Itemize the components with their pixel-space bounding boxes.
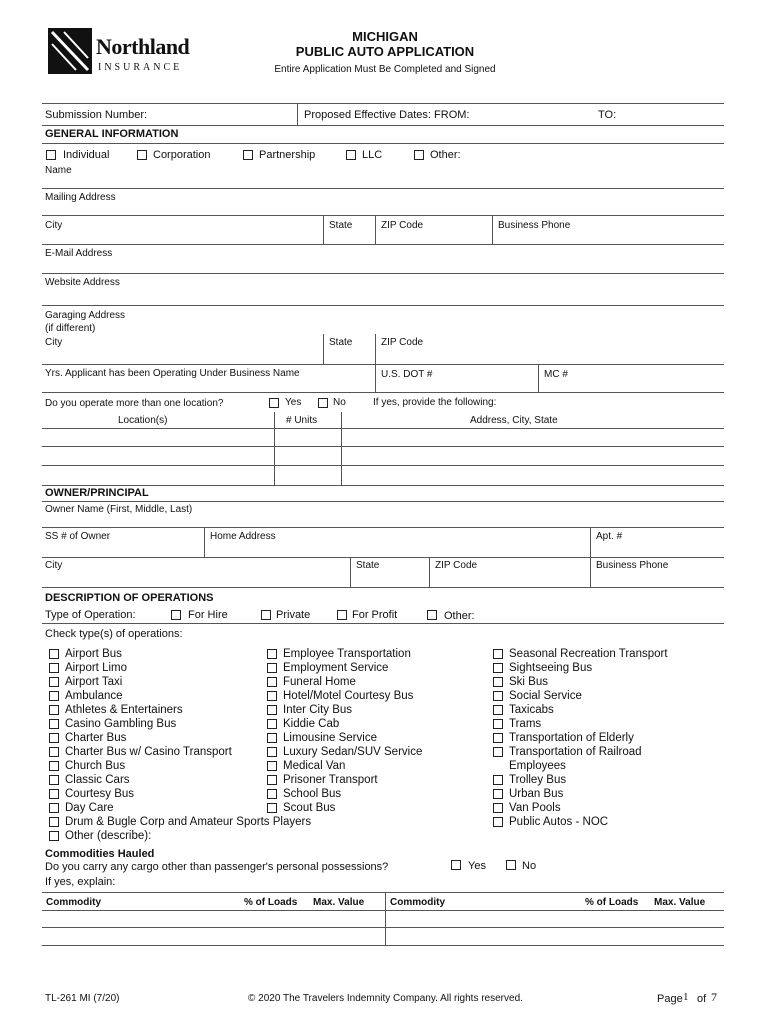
op-label: Charter Bus w/ Casino Transport xyxy=(65,746,232,758)
checkbox-casino-bus[interactable] xyxy=(49,719,59,729)
checkbox-courtesy-bus[interactable] xyxy=(49,789,59,799)
checkbox-charter-bus[interactable] xyxy=(49,733,59,743)
checkbox-school-bus[interactable] xyxy=(267,789,277,799)
op-label: Employment Service xyxy=(283,662,389,674)
form-state: MICHIGAN xyxy=(352,29,418,44)
col-locations-header: Location(s) xyxy=(118,415,168,426)
of-label: of xyxy=(697,993,707,1005)
checkbox-van-pools[interactable] xyxy=(493,803,503,813)
explain-label: If yes, explain: xyxy=(45,876,116,888)
mc-label: MC # xyxy=(544,369,568,380)
mailing-address-label: Mailing Address xyxy=(45,192,116,203)
checkbox-partnership[interactable] xyxy=(243,150,253,160)
checkbox-trams[interactable] xyxy=(493,719,503,729)
form-number: TL-261 MI (7/20) xyxy=(45,993,120,1004)
checkbox-sightseeing[interactable] xyxy=(493,663,503,673)
op-label: Trams xyxy=(509,718,542,730)
form-title: PUBLIC AUTO APPLICATION xyxy=(295,44,475,59)
owner-zip-label: ZIP Code xyxy=(435,560,478,571)
checkbox-limousine[interactable] xyxy=(267,733,277,743)
op-label: Transportation of Elderly xyxy=(509,732,634,744)
commodity-col-header-2: Commodity xyxy=(390,897,445,908)
email-label: E-Mail Address xyxy=(45,248,113,259)
op-label: Medical Van xyxy=(283,760,346,772)
op-label: Seasonal Recreation Transport xyxy=(509,648,668,660)
owner-home-address-label: Home Address xyxy=(210,531,276,542)
op-label: Classic Cars xyxy=(65,774,130,786)
page-total: 7 xyxy=(711,990,717,1004)
checkbox-ambulance[interactable] xyxy=(49,691,59,701)
col-address-header: Address, City, State xyxy=(470,415,558,426)
checkbox-employment-service[interactable] xyxy=(267,663,277,673)
op-label: Airport Limo xyxy=(65,662,127,674)
checkbox-luxury-sedan[interactable] xyxy=(267,747,277,757)
owner-city-label: City xyxy=(45,560,63,571)
more-locations-question: Do you operate more than one location? xyxy=(45,398,224,409)
checkbox-urban-bus[interactable] xyxy=(493,789,503,799)
checkbox-for-profit[interactable] xyxy=(337,610,347,620)
garaging-if-different-label: (if different) xyxy=(45,323,96,334)
op-label: Prisoner Transport xyxy=(283,774,378,786)
form-subtitle: Entire Application Must Be Completed and Signed xyxy=(274,64,496,75)
checkbox-inter-city-bus[interactable] xyxy=(267,705,277,715)
checkbox-for-hire[interactable] xyxy=(171,610,181,620)
owner-apt-label: Apt. # xyxy=(596,531,623,542)
entity-other-label: Other: xyxy=(430,149,461,161)
checkbox-trolley-bus[interactable] xyxy=(493,775,503,785)
checkbox-church-bus[interactable] xyxy=(49,761,59,771)
northland-logo xyxy=(46,26,190,78)
checkbox-athletes[interactable] xyxy=(49,705,59,715)
op-label: Inter City Bus xyxy=(283,704,353,716)
owner-name-field[interactable] xyxy=(42,527,724,528)
locations-yes-label: Yes xyxy=(285,397,302,408)
entity-llc-label: LLC xyxy=(362,149,383,161)
loads-col-header-2: % of Loads xyxy=(585,897,639,908)
checkbox-medical-van[interactable] xyxy=(267,761,277,771)
if-yes-provide-label: If yes, provide the following: xyxy=(373,397,497,408)
op-label: Airport Bus xyxy=(65,648,122,660)
op-label: Sightseeing Bus xyxy=(509,662,593,674)
checkbox-charter-casino[interactable] xyxy=(49,747,59,757)
entity-corporation-label: Corporation xyxy=(153,149,211,161)
checkbox-llc[interactable] xyxy=(346,150,356,160)
name-label: Name xyxy=(45,165,72,176)
op-label: Hotel/Motel Courtesy Bus xyxy=(283,690,414,702)
op-label: Social Service xyxy=(509,690,582,702)
op-label: Funeral Home xyxy=(283,676,356,688)
cargo-question: Do you carry any cargo other than passenger's personal possessions? xyxy=(45,861,389,873)
locations-no-label: No xyxy=(333,397,346,408)
website-field[interactable] xyxy=(42,305,724,306)
checkbox-locations-no[interactable] xyxy=(318,398,328,408)
op-label: Athletes & Entertainers xyxy=(65,704,183,716)
business-phone-label: Business Phone xyxy=(498,220,571,231)
garaging-address-label: Garaging Address xyxy=(45,310,126,321)
op-private-label: Private xyxy=(276,609,311,621)
op-label: Employees xyxy=(509,760,566,772)
checkbox-public-autos[interactable] xyxy=(493,817,503,827)
website-label: Website Address xyxy=(45,277,120,288)
op-label: Employee Transportation xyxy=(283,648,411,660)
entity-individual-label: Individual xyxy=(63,149,110,161)
op-label: Charter Bus xyxy=(65,732,127,744)
op-label: Limousine Service xyxy=(283,732,377,744)
effective-to-label: TO: xyxy=(598,109,617,121)
submission-number-label: Submission Number: xyxy=(45,109,148,121)
checkbox-elderly[interactable] xyxy=(493,733,503,743)
entity-partnership-label: Partnership xyxy=(259,149,316,161)
checkbox-airport-limo[interactable] xyxy=(49,663,59,673)
op-label: Kiddie Cab xyxy=(283,718,340,730)
col-units-header: # Units xyxy=(286,415,318,426)
checkbox-other-entity[interactable] xyxy=(414,150,424,160)
op-label: Urban Bus xyxy=(509,788,564,800)
op-label: Trolley Bus xyxy=(509,774,567,786)
op-label: Van Pools xyxy=(509,802,561,814)
op-label: Day Care xyxy=(65,802,114,814)
garaging-state-label: State xyxy=(329,337,353,348)
copyright: © 2020 The Travelers Indemnity Company. All rights reserved. xyxy=(248,993,523,1004)
checkbox-corporation[interactable] xyxy=(137,150,147,160)
checkbox-individual[interactable] xyxy=(46,150,56,160)
checkbox-private[interactable] xyxy=(261,610,271,620)
checkbox-airport-taxi[interactable] xyxy=(49,677,59,687)
garaging-zip-label: ZIP Code xyxy=(381,337,424,348)
checkbox-funeral-home[interactable] xyxy=(267,677,277,687)
mailing-address-field[interactable] xyxy=(42,215,724,216)
op-label: Casino Gambling Bus xyxy=(65,718,177,730)
op-for-hire-label: For Hire xyxy=(188,609,228,621)
checkbox-cargo-no[interactable] xyxy=(506,860,516,870)
logo-brand: Northland xyxy=(96,34,190,59)
op-label: Church Bus xyxy=(65,760,126,772)
op-label: Other (describe): xyxy=(65,830,152,842)
op-label: Ambulance xyxy=(65,690,123,702)
owner-phone-label: Business Phone xyxy=(596,560,669,571)
checkbox-drum-bugle[interactable] xyxy=(49,817,59,827)
op-label: Airport Taxi xyxy=(65,676,123,688)
checkbox-kiddie-cab[interactable] xyxy=(267,719,277,729)
email-field[interactable] xyxy=(42,273,724,274)
op-label: Transportation of Railroad xyxy=(509,746,642,758)
page-number: 1 xyxy=(683,991,689,1003)
owner-heading: OWNER/PRINCIPAL xyxy=(45,487,149,499)
checkbox-employee-transport[interactable] xyxy=(267,649,277,659)
locations-table-row[interactable] xyxy=(42,446,724,447)
op-label: School Bus xyxy=(283,788,342,800)
op-label: Public Autos - NOC xyxy=(509,816,609,828)
op-for-profit-label: For Profit xyxy=(352,609,398,621)
name-field[interactable] xyxy=(42,188,724,189)
operations-heading: DESCRIPTION OF OPERATIONS xyxy=(45,592,214,604)
op-label: Luxury Sedan/SUV Service xyxy=(283,746,423,758)
usdot-label: U.S. DOT # xyxy=(381,369,433,380)
op-label: Ski Bus xyxy=(509,676,548,688)
max-value-col-header: Max. Value xyxy=(313,897,365,908)
checkbox-day-care[interactable] xyxy=(49,803,59,813)
cargo-yes-label: Yes xyxy=(468,860,486,872)
type-of-operation-label: Type of Operation: xyxy=(45,609,136,621)
checkbox-social-service[interactable] xyxy=(493,691,503,701)
checkbox-taxicabs[interactable] xyxy=(493,705,503,715)
checkbox-locations-yes[interactable] xyxy=(269,398,279,408)
commodity-row[interactable] xyxy=(42,927,724,928)
state-label: State xyxy=(329,220,353,231)
checkbox-cargo-yes[interactable] xyxy=(451,860,461,870)
op-label: Taxicabs xyxy=(509,704,554,716)
general-info-heading: GENERAL INFORMATION xyxy=(45,128,179,140)
max-value-col-header-2: Max. Value xyxy=(654,897,706,908)
zip-label: ZIP Code xyxy=(381,220,424,231)
op-label: Drum & Bugle Corp and Amateur Sports Players xyxy=(65,816,312,828)
logo-sub: INSURANCE xyxy=(98,62,183,73)
checkbox-railroad[interactable] xyxy=(493,747,503,757)
check-types-label: Check type(s) of operations: xyxy=(45,628,183,640)
checkbox-prisoner-transport[interactable] xyxy=(267,775,277,785)
checkbox-airport-bus[interactable] xyxy=(49,649,59,659)
cargo-no-label: No xyxy=(522,860,537,872)
op-other-label: Other: xyxy=(444,610,475,622)
checkbox-other-describe[interactable] xyxy=(49,831,59,841)
page-label: Page xyxy=(657,993,683,1005)
commodities-heading: Commodities Hauled xyxy=(45,848,155,860)
op-label: Scout Bus xyxy=(283,802,336,814)
checkbox-scout-bus[interactable] xyxy=(267,803,277,813)
commodity-col-header: Commodity xyxy=(46,897,101,908)
locations-table-row[interactable] xyxy=(42,465,724,466)
years-operating-label: Yrs. Applicant has been Operating Under Business Name xyxy=(45,368,300,379)
checkbox-classic-cars[interactable] xyxy=(49,775,59,785)
effective-from-label: Proposed Effective Dates: FROM: xyxy=(304,109,470,121)
city-label: City xyxy=(45,220,63,231)
owner-name-label: Owner Name (First, Middle, Last) xyxy=(45,504,193,515)
owner-ss-label: SS # of Owner xyxy=(45,531,111,542)
checkbox-ski-bus[interactable] xyxy=(493,677,503,687)
checkbox-hotel-courtesy[interactable] xyxy=(267,691,277,701)
op-label: Courtesy Bus xyxy=(65,788,135,800)
checkbox-seasonal[interactable] xyxy=(493,649,503,659)
locations-table-row[interactable] xyxy=(42,485,724,486)
commodity-row[interactable] xyxy=(42,945,724,946)
checkbox-other-op[interactable] xyxy=(427,610,437,620)
owner-state-label: State xyxy=(356,560,380,571)
loads-col-header: % of Loads xyxy=(244,897,298,908)
garaging-city-label: City xyxy=(45,337,63,348)
